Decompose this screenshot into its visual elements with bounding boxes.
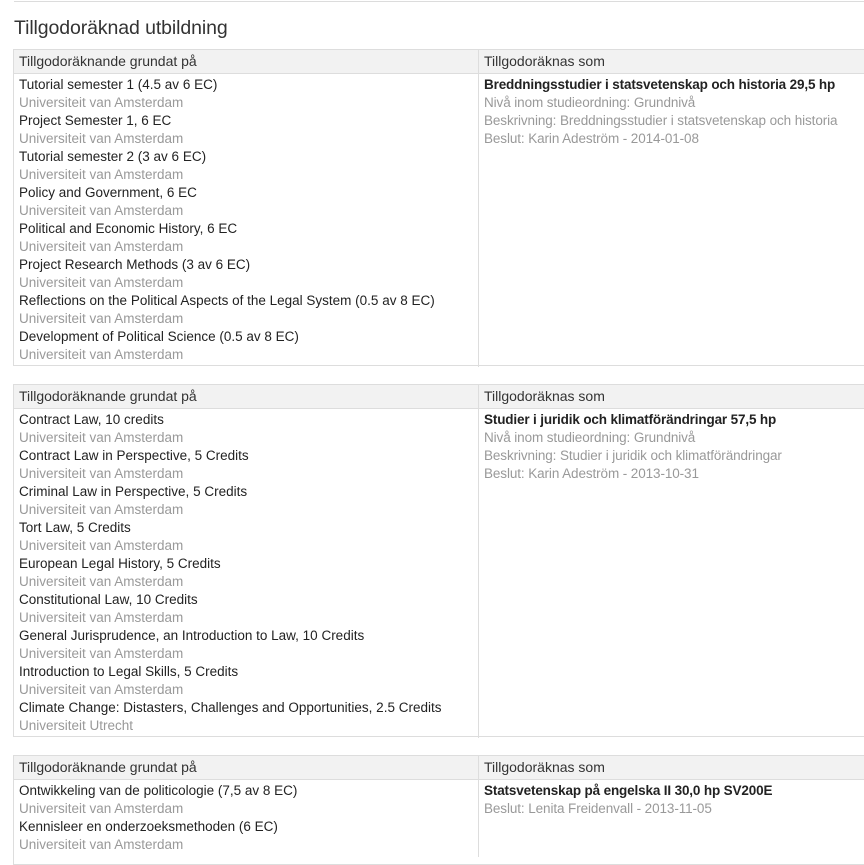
result-title: Statsvetenskap på engelska II 30,0 hp SV200E [484, 783, 773, 798]
credit-result [479, 409, 864, 738]
course-item [19, 411, 478, 447]
result-decision: Beslut: Karin Adeström - 2013-10-31 [484, 466, 699, 481]
course-item [19, 699, 478, 735]
course-university: Universiteit van Amsterdam [19, 311, 184, 326]
course-university: Universiteit van Amsterdam [19, 347, 184, 362]
course-item [19, 256, 478, 292]
course-name: Reflections on the Political Aspects of the Legal System (0.5 av 8 EC) [19, 293, 435, 308]
course-item [19, 447, 478, 483]
block-body [14, 74, 864, 367]
course-item [19, 663, 478, 699]
course-university: Universiteit van Amsterdam [19, 275, 184, 290]
page-title: Tillgodoräknad utbildning [14, 17, 228, 39]
course-item [19, 782, 478, 818]
course-name: Contract Law, 10 credits [19, 412, 164, 427]
course-university: Universiteit van Amsterdam [19, 430, 184, 445]
course-name: Project Semester 1, 6 EC [19, 113, 172, 128]
header-credited-as: Tillgodoräknas som [484, 53, 605, 69]
course-name: Constitutional Law, 10 Credits [19, 592, 198, 607]
course-item [19, 483, 478, 519]
course-name: Contract Law in Perspective, 5 Credits [19, 448, 249, 463]
course-university: Universiteit van Amsterdam [19, 131, 184, 146]
course-university: Universiteit van Amsterdam [19, 574, 184, 589]
course-item [19, 184, 478, 220]
course-name: Kennisleer en onderzoeksmethoden (6 EC) [19, 819, 278, 834]
course-name: Development of Political Science (0.5 av 8 EC) [19, 329, 299, 344]
course-item [19, 328, 478, 364]
header-credited-as: Tillgodoräknas som [484, 388, 605, 404]
credit-transfer-block [13, 755, 864, 865]
course-list [14, 409, 479, 738]
course-name: Criminal Law in Perspective, 5 Credits [19, 484, 248, 499]
course-university: Universiteit van Amsterdam [19, 466, 184, 481]
header-based-on: Tillgodoräknande grundat på [14, 385, 479, 408]
course-university: Universiteit van Amsterdam [19, 610, 184, 625]
header-based-on: Tillgodoräknande grundat på [14, 756, 479, 779]
course-university: Universiteit van Amsterdam [19, 538, 184, 553]
course-name: European Legal History, 5 Credits [19, 556, 221, 571]
course-item [19, 292, 478, 328]
block-body [14, 409, 864, 738]
course-name: General Jurisprudence, an Introduction to Law, 10 Credits [19, 628, 365, 643]
course-university: Universiteit van Amsterdam [19, 646, 184, 661]
course-name: Tort Law, 5 Credits [19, 520, 131, 535]
result-decision: Beslut: Lenita Freidenvall - 2013-11-05 [484, 801, 712, 816]
credit-transfer-block [13, 49, 864, 366]
course-university: Universiteit van Amsterdam [19, 837, 184, 852]
block-header [14, 756, 864, 780]
course-university: Universiteit van Amsterdam [19, 682, 184, 697]
course-university: Universiteit van Amsterdam [19, 239, 184, 254]
course-item [19, 591, 478, 627]
result-title: Studier i juridik och klimatförändringar 57,5 hp [484, 412, 777, 427]
course-item [19, 220, 478, 256]
course-item [19, 519, 478, 555]
result-description: Beskrivning: Studier i juridik och klimatförändringar [484, 448, 782, 463]
course-name: Project Research Methods (3 av 6 EC) [19, 257, 251, 272]
course-item [19, 818, 478, 854]
course-name: Ontwikkeling van de politicologie (7,5 av 8 EC) [19, 783, 298, 798]
course-item [19, 112, 478, 148]
course-name: Policy and Government, 6 EC [19, 185, 197, 200]
course-item [19, 148, 478, 184]
course-name: Tutorial semester 1 (4.5 av 6 EC) [19, 77, 218, 92]
course-item [19, 76, 478, 112]
course-item [19, 555, 478, 591]
block-body [14, 780, 864, 857]
course-university: Universiteit van Amsterdam [19, 801, 184, 816]
credit-result [479, 74, 864, 367]
course-name: Tutorial semester 2 (3 av 6 EC) [19, 149, 207, 164]
course-item [19, 627, 478, 663]
course-university: Universiteit Utrecht [19, 718, 134, 733]
course-name: Climate Change: Distasters, Challenges and Opportunities, 2.5 Credits [19, 700, 442, 715]
block-header [14, 50, 864, 74]
header-credited-as: Tillgodoräknas som [484, 759, 605, 775]
credit-result [479, 780, 864, 857]
course-list [14, 74, 479, 367]
result-level: Nivå inom studieordning: Grundnivå [484, 430, 696, 445]
top-divider [14, 1, 864, 2]
result-title: Breddningsstudier i statsvetenskap och historia 29,5 hp [484, 77, 836, 92]
course-university: Universiteit van Amsterdam [19, 167, 184, 182]
credit-transfer-block [13, 384, 864, 737]
result-decision: Beslut: Karin Adeström - 2014-01-08 [484, 131, 699, 146]
course-university: Universiteit van Amsterdam [19, 95, 184, 110]
course-university: Universiteit van Amsterdam [19, 203, 184, 218]
block-header [14, 385, 864, 409]
header-based-on: Tillgodoräknande grundat på [14, 50, 479, 73]
result-level: Nivå inom studieordning: Grundnivå [484, 95, 696, 110]
result-description: Beskrivning: Breddningsstudier i statsvetenskap och historia [484, 113, 838, 128]
course-list [14, 780, 479, 857]
course-name: Political and Economic History, 6 EC [19, 221, 238, 236]
course-university: Universiteit van Amsterdam [19, 502, 184, 517]
course-name: Introduction to Legal Skills, 5 Credits [19, 664, 239, 679]
